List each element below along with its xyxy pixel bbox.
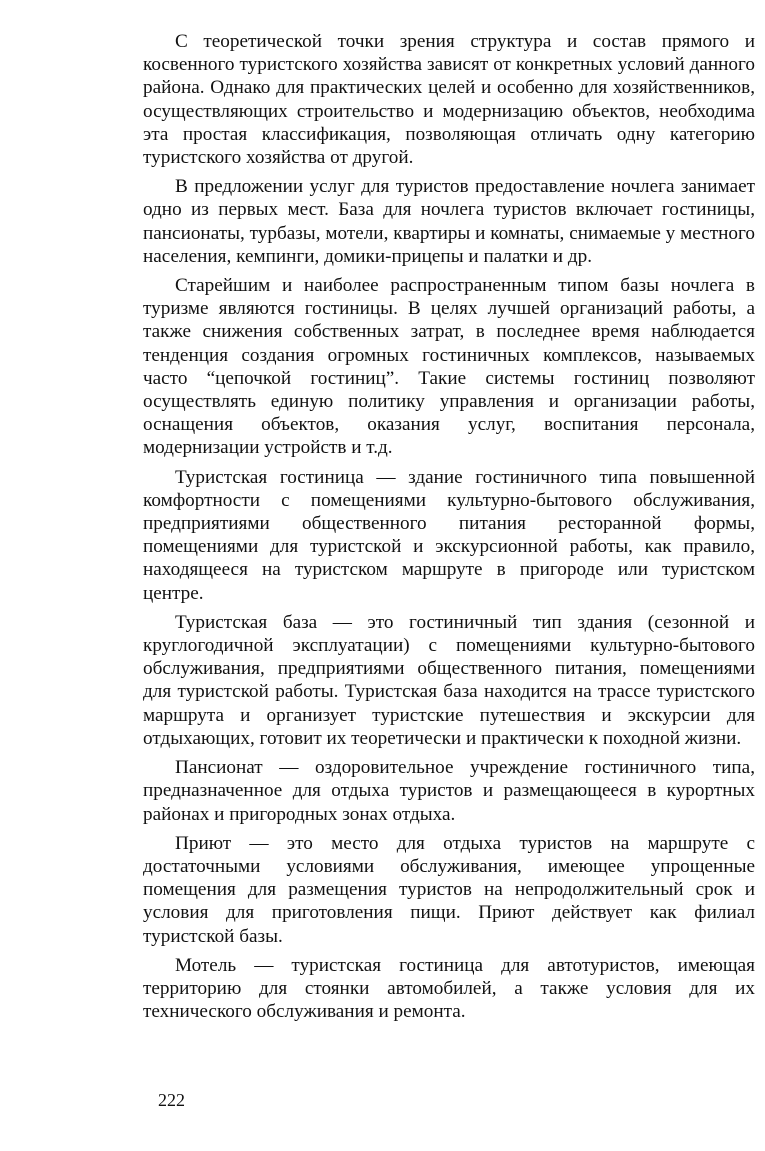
paragraph-structure: С теоретической точки зрения структура и состав прямого и косвенного туристского хозяйства зависят от конкретных условий данного района. Однако для практических целей и особенно для хозяйственников, осуществляющих строительство и модернизацию объектов, необходима эта простая классификация, позволяющая отличать одну категорию туристского хозяйства от другой. xyxy=(143,31,755,169)
page-body xyxy=(143,30,755,1029)
paragraph-motel: Мотель — туристская гостиница для автотуристов, имеющая территорию для стоянки автомобилей, а также условия для их технического обслуживания и ремонта. xyxy=(143,954,755,1023)
page-number: 222 xyxy=(158,1090,185,1110)
paragraph-boarding-house: Пансионат — оздоровительное учреждение гостиничного типа, предназначенное для отдыха туристов и размещающееся в курортных районах и пригородных зонах отдыха. xyxy=(143,757,755,825)
paragraph-tourist-hotel: Туристская гостиница — здание гостиничного типа повышенной комфортности с помещениями культурно-бытового обслуживания, предприятиями общественного питания ресторанной формы, помещениями для туристской и экскурсионной работы, как правило, находящееся на туристском маршруте в пригороде или туристском центре. xyxy=(143,466,755,604)
paragraph-tourist-base: Туристская база — это гостиничный тип здания (сезонной и круглогодичной эксплуатации) с помещениями культурно-бытового обслуживания, предприятиями общественного питания, помещениями для туристской работы. Туристская база находится на трассе туристского маршрута и организует туристские путешествия и экскурсии для отдыхающих, готовит их теоретически и практически к походной жизни. xyxy=(143,611,755,749)
paragraph-shelter: Приют — это место для отдыха туристов на маршруте с достаточными условиями обслуживания, имеющее упрощенные помещения для размещения туристов на непродолжительный срок и условия для приготовления пищи. Приют действует как филиал туристской базы. xyxy=(143,832,755,947)
paragraph-lodging-services: В предложении услуг для туристов предоставление ночлега занимает одно из первых мест. База для ночлега туристов включает гостиницы, пансионаты, турбазы, мотели, квартиры и комнаты, снимаемые у местного населения, кемпинги, домики-прицепы и палатки и др. xyxy=(143,176,755,267)
paragraph-hotels: Старейшим и наиболее распространенным типом базы ночлега в туризме являются гостиницы. В целях лучшей организаций работы, а также снижения собственных затрат, в последнее время наблюдается тенденция создания огромных гостиничных комплексов, называемых часто “цепочкой гостиниц”. Такие системы гостиниц позволяют осуществлять единую политику управления и организации работы, оснащения объектов, оказания услуг, воспитания персонала, модернизации устройств и т.д. xyxy=(143,275,755,459)
